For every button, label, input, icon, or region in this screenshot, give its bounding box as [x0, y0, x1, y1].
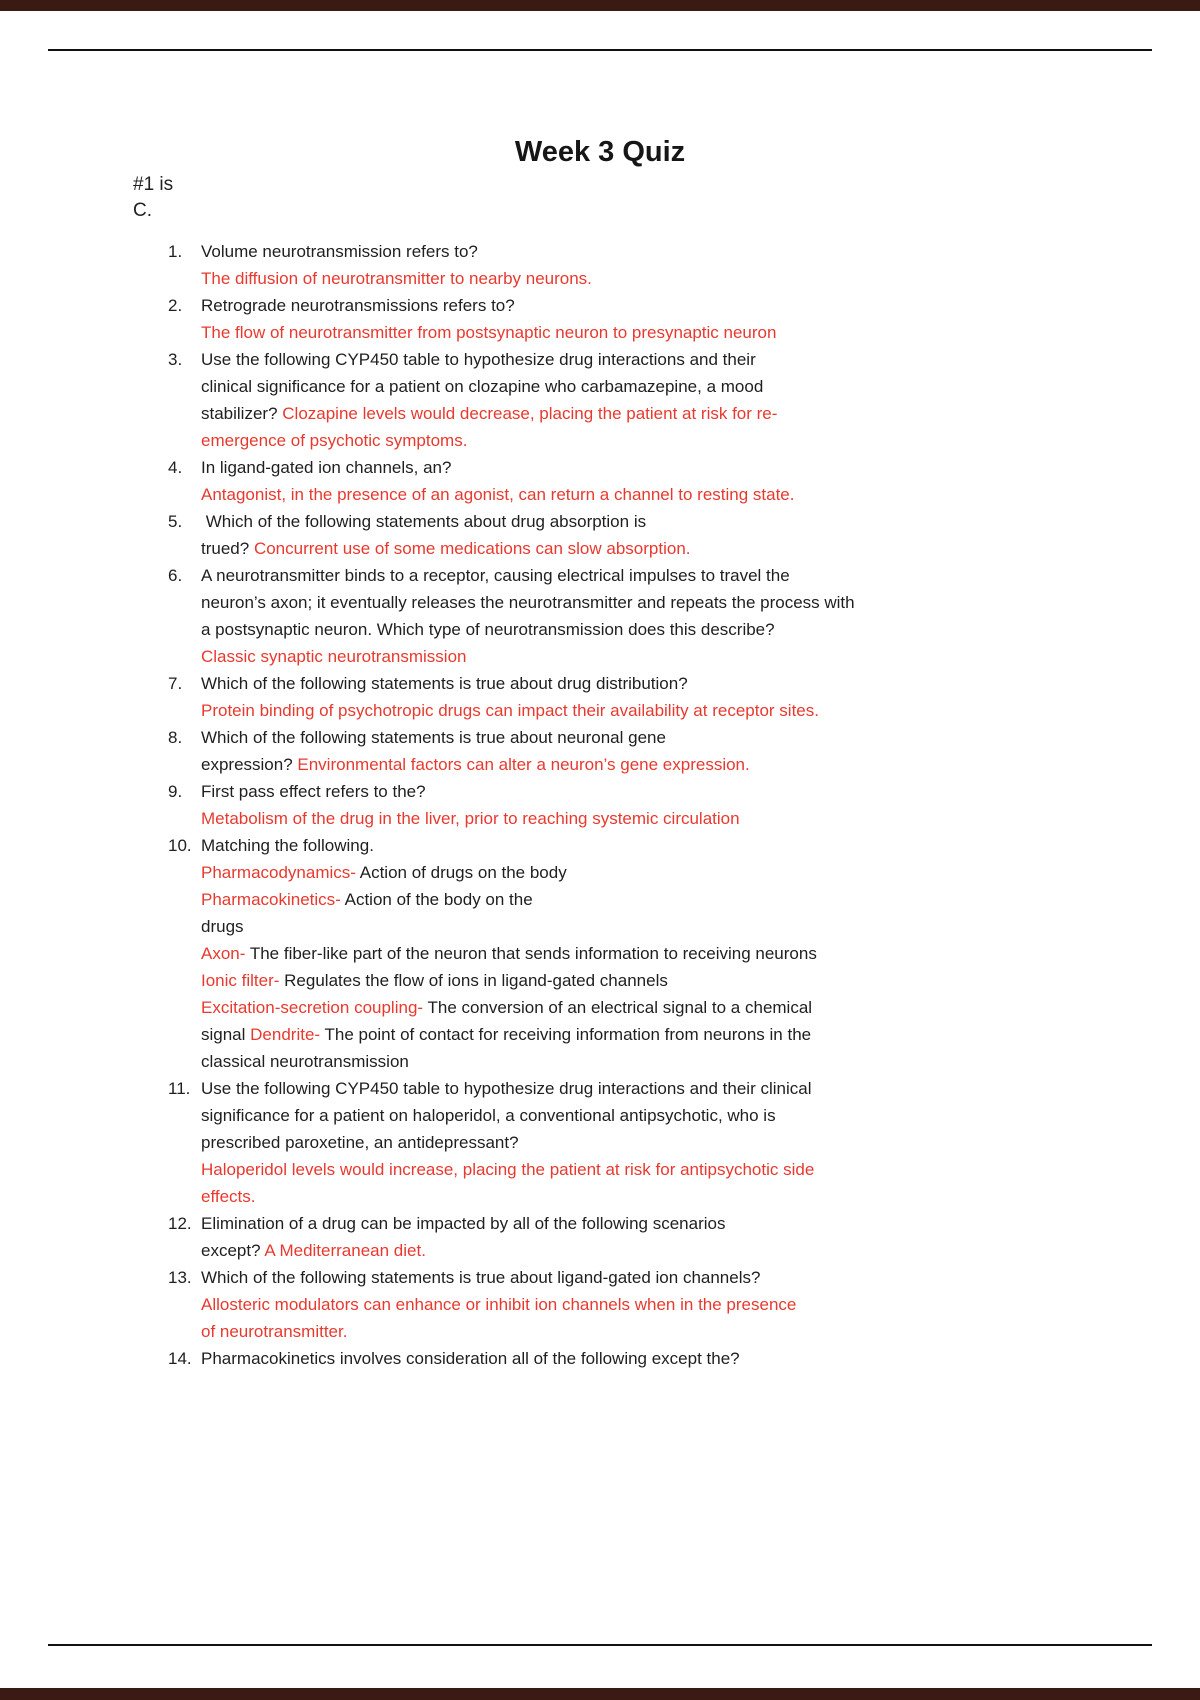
answer-text: Environmental factors can alter a neuron’s gene expression. [297, 755, 750, 774]
question-text: Retrograde neurotransmissions refers to? [201, 296, 515, 315]
question-line [201, 805, 1016, 832]
question-text: prescribed paroxetine, an antidepressant? [201, 1133, 519, 1152]
question-line [201, 859, 1016, 886]
top-edge-bar [0, 0, 1200, 11]
question-text: The point of contact for receiving information from neurons in the [320, 1025, 812, 1044]
question-line [201, 1345, 1016, 1372]
question-line [201, 265, 1016, 292]
question-text: signal [201, 1025, 251, 1044]
question-body [201, 832, 1016, 1075]
question-line [201, 481, 1016, 508]
question-text: The fiber-like part of the neuron that sends information to receiving neurons [245, 944, 817, 963]
question-text: expression? [201, 755, 298, 774]
question-text: neuron’s axon; it eventually releases the neurotransmitter and repeats the process with [201, 593, 855, 612]
question-item [168, 238, 1028, 292]
question-number: 3. [168, 350, 183, 369]
question-text: Which of the following statements about drug absorption is [201, 512, 647, 531]
question-number: 6. [168, 566, 183, 585]
answer-text: Pharmacodynamics- [201, 863, 356, 882]
question-number: 2. [168, 296, 183, 315]
question-line [201, 400, 1016, 427]
question-item [168, 1264, 1028, 1345]
question-text: Use the following CYP450 table to hypothesize drug interactions and their clinical [201, 1079, 812, 1098]
question-line [201, 1318, 1016, 1345]
question-text: Regulates the flow of ions in ligand-gated channels [279, 971, 668, 990]
question-item [168, 292, 1028, 346]
bottom-rule-line [48, 1644, 1152, 1646]
top-rule-line [48, 49, 1152, 51]
question-text: A neurotransmitter binds to a receptor, causing electrical impulses to travel the [201, 566, 790, 585]
question-line [201, 1075, 1016, 1102]
question-line [201, 1048, 1016, 1075]
question-item [168, 1345, 1028, 1372]
question-line [201, 1129, 1016, 1156]
question-number: 11. [168, 1079, 191, 1098]
question-line [201, 886, 1016, 913]
question-text: classical neurotransmission [201, 1052, 409, 1071]
question-item [168, 1075, 1028, 1210]
question-line [201, 292, 1016, 319]
question-text: Action of drugs on the body [355, 863, 567, 882]
answer-text: Protein binding of psychotropic drugs can impact their availability at receptor sites. [201, 701, 819, 720]
question-item [168, 562, 1028, 670]
question-body [201, 724, 1016, 778]
question-line [201, 1264, 1016, 1291]
question-line [201, 1183, 1016, 1210]
question-number: 7. [168, 674, 183, 693]
answer-text: Dendrite- [250, 1025, 321, 1044]
question-number: 4. [168, 458, 183, 477]
answer-text: Antagonist, in the presence of an agonist, can return a channel to resting state. [201, 485, 795, 504]
answer-text: Concurrent use of some medications can slow absorption. [253, 539, 691, 558]
question-number: 9. [168, 782, 183, 801]
question-line [201, 1237, 1016, 1264]
question-line [201, 1021, 1016, 1048]
answer-text: effects. [201, 1187, 256, 1206]
question-number: 14. [168, 1349, 192, 1368]
question-number: 8. [168, 728, 183, 747]
answer-text: Metabolism of the drug in the liver, prior to reaching systemic circulation [201, 809, 740, 828]
question-body [201, 778, 1016, 832]
question-item [168, 832, 1028, 1075]
question-body [201, 1075, 1016, 1210]
question-item [168, 454, 1028, 508]
answer-text: Allosteric modulators can enhance or inhibit ion channels when in the presence [201, 1295, 797, 1314]
question-line [201, 751, 1016, 778]
question-line [201, 697, 1016, 724]
question-line [201, 454, 1016, 481]
question-line [201, 913, 1016, 940]
answer-text: A Mediterranean diet. [264, 1241, 426, 1260]
question-text: Matching the following. [201, 836, 374, 855]
question-body [201, 508, 1016, 562]
question-line [201, 589, 1016, 616]
question-body [201, 562, 1016, 670]
question-number: 10. [168, 836, 192, 855]
page-title: Week 3 Quiz [514, 136, 686, 168]
question-line [201, 346, 1016, 373]
question-item [168, 670, 1028, 724]
question-line [201, 994, 1016, 1021]
question-body [201, 454, 1016, 508]
question-text: Which of the following statements is true about neuronal gene [201, 728, 666, 747]
question-body [201, 346, 1016, 454]
question-line [201, 616, 1016, 643]
question-item [168, 346, 1028, 454]
question-line [201, 778, 1016, 805]
question-text: Volume neurotransmission refers to? [201, 242, 478, 261]
question-item [168, 724, 1028, 778]
question-text: Pharmacokinetics involves consideration all of the following except the? [201, 1349, 740, 1368]
question-line [201, 562, 1016, 589]
question-text: stabilizer? [201, 404, 283, 423]
header-note-line1: #1 is [133, 174, 174, 195]
question-text: significance for a patient on haloperidol, a conventional antipsychotic, who is [201, 1106, 776, 1125]
header-note-line2: C. [133, 200, 152, 221]
answer-text: Classic synaptic neurotransmission [201, 647, 467, 666]
question-line [201, 643, 1016, 670]
bottom-edge-bar [0, 1688, 1200, 1700]
question-text: Which of the following statements is true about ligand-gated ion channels? [201, 1268, 761, 1287]
answer-text: Pharmacokinetics- [201, 890, 341, 909]
question-text: drugs [201, 917, 244, 936]
question-body [201, 1345, 1016, 1372]
question-line [201, 427, 1016, 454]
question-item [168, 778, 1028, 832]
question-body [201, 1210, 1016, 1264]
answer-text: Axon- [201, 944, 246, 963]
question-item [168, 1210, 1028, 1264]
question-line [201, 1210, 1016, 1237]
question-number: 5. [168, 512, 183, 531]
question-line [201, 535, 1016, 562]
question-text: except? [201, 1241, 265, 1260]
question-text: trued? [201, 539, 254, 558]
question-line [201, 724, 1016, 751]
question-list [168, 238, 1028, 1372]
answer-text: The flow of neurotransmitter from postsynaptic neuron to presynaptic neuron [201, 323, 777, 342]
question-text: Use the following CYP450 table to hypothesize drug interactions and their [201, 350, 756, 369]
answer-text: Excitation-secretion coupling- [201, 998, 424, 1017]
question-body [201, 292, 1016, 346]
question-text: Which of the following statements is true about drug distribution? [201, 674, 688, 693]
question-line [201, 508, 1016, 535]
question-text: Elimination of a drug can be impacted by all of the following scenarios [201, 1214, 726, 1233]
question-body [201, 238, 1016, 292]
question-item [168, 508, 1028, 562]
header-note [133, 172, 173, 224]
question-number: 12. [168, 1214, 192, 1233]
question-line [201, 940, 1016, 967]
answer-text: Haloperidol levels would increase, placing the patient at risk for antipsychotic side [201, 1160, 815, 1179]
question-line [201, 1102, 1016, 1129]
question-number: 13. [168, 1268, 192, 1287]
question-number: 1. [168, 242, 183, 261]
question-text: First pass effect refers to the? [201, 782, 426, 801]
question-line [201, 319, 1016, 346]
answer-text: Ionic filter- [201, 971, 280, 990]
answer-text: of neurotransmitter. [201, 1322, 348, 1341]
question-line [201, 1291, 1016, 1318]
question-line [201, 670, 1016, 697]
question-line [201, 373, 1016, 400]
answer-text: emergence of psychotic symptoms. [201, 431, 468, 450]
question-text: The conversion of an electrical signal to a chemical [423, 998, 813, 1017]
question-text: clinical significance for a patient on clozapine who carbamazepine, a mood [201, 377, 764, 396]
question-line [201, 238, 1016, 265]
answer-text: Clozapine levels would decrease, placing the patient at risk for re- [282, 404, 778, 423]
question-line [201, 1156, 1016, 1183]
question-line [201, 832, 1016, 859]
answer-text: The diffusion of neurotransmitter to nearby neurons. [201, 269, 592, 288]
question-text: Action of the body on the [340, 890, 533, 909]
question-text: In ligand-gated ion channels, an? [201, 458, 452, 477]
question-body [201, 1264, 1016, 1345]
question-text: a postsynaptic neuron. Which type of neurotransmission does this describe? [201, 620, 775, 639]
question-line [201, 967, 1016, 994]
question-body [201, 670, 1016, 724]
